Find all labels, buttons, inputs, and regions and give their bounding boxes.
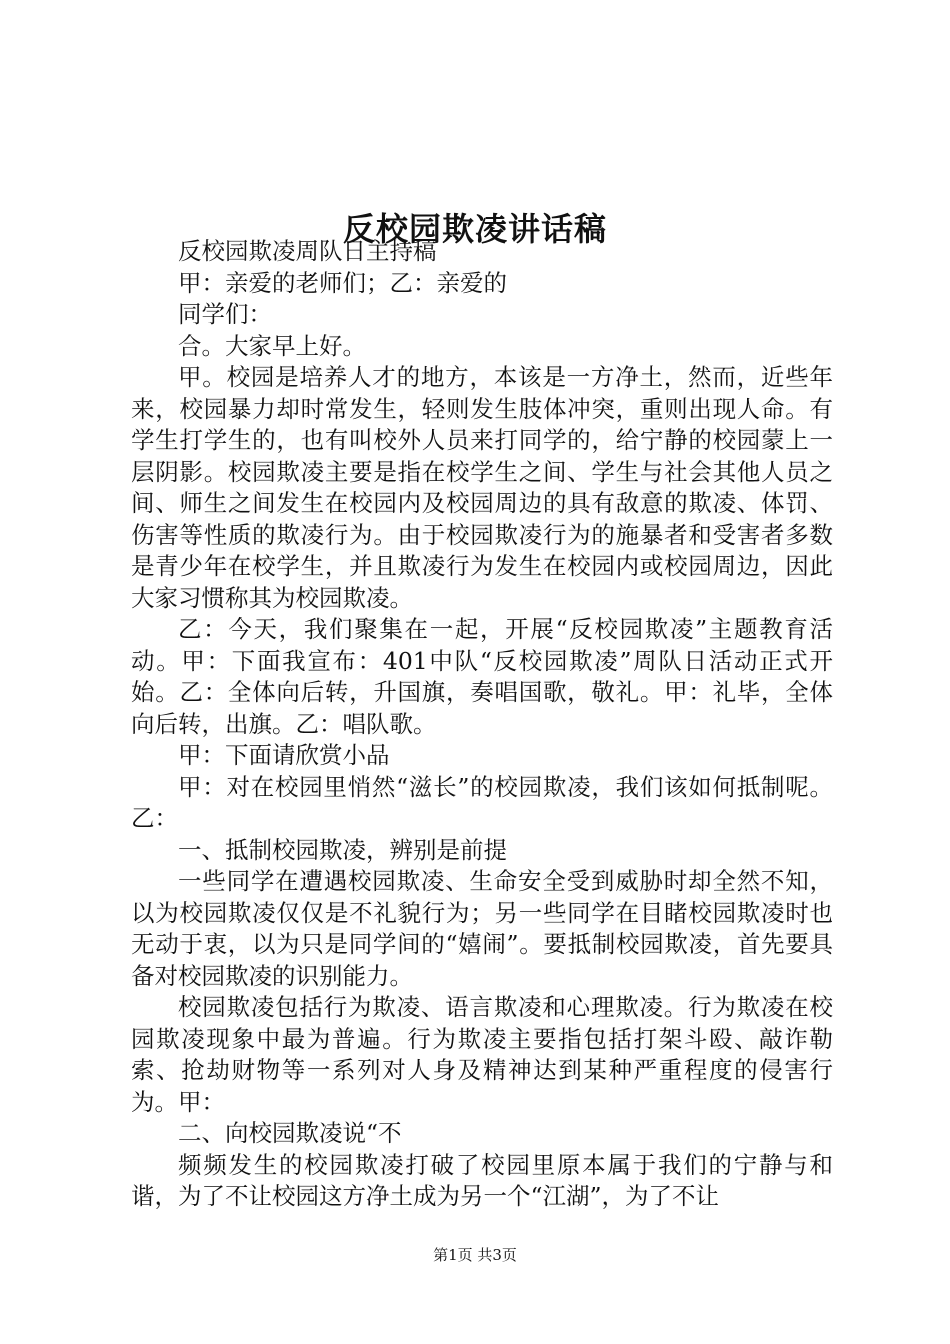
paragraph: 一些同学在遭遇校园欺凌、生命安全受到威胁时却全然不知，以为校园欺凌仅仅是不礼貌行为；另一些同学在目睹校园欺凌时也无动于衷，以为只是同学间的“嬉闹”。要抵制校园欺凌，首先要具备对校园欺凌的识别能力。 <box>131 867 833 990</box>
paragraph: 甲：亲爱的老师们；乙：亲爱的 <box>178 268 507 297</box>
document-body <box>131 236 833 1213</box>
paragraph: 反校园欺凌周队日主持稿 <box>178 237 437 265</box>
section-heading: 一、抵制校园欺凌，辨别是前提 <box>178 835 507 864</box>
paragraph: 同学们： <box>178 300 272 328</box>
page-footer: 第1页 共3页 <box>433 1246 517 1264</box>
paragraph: 甲。校园是培养人才的地方，本该是一方净土，然而，近些年来，校园暴力却时常发生，轻则发生肢体冲突，重则出现人命。有学生打学生的，也有叫校外人员来打同学的，给宁静的校园蒙上一层阴影。校园欺凌主要是指在校学生之间、学生与社会其他人员之间、师生之间发生在校园内及校园周边的具有敌意的欺凌、体罚、伤害等性质的欺凌行为。由于校园欺凌行为的施暴者和受害者多数是青少年在校学生，并且欺凌行为发生在校园内或校园周边，因此大家习惯称其为校园欺凌。 <box>131 363 833 612</box>
paragraph: 乙：今天，我们聚集在一起，开展“反校园欺凌”主题教育活动。甲：下面我宣布：401中队“反校园欺凌”周队日活动正式开始。乙：全体向后转，升国旗，奏唱国歌，敬礼。甲：礼毕，全体向后转，出旗。乙：唱队歌。 <box>131 615 833 738</box>
paragraph: 甲：下面请欣赏小品 <box>178 741 390 769</box>
paragraph: 校园欺凌包括行为欺凌、语言欺凌和心理欺凌。行为欺凌在校园欺凌现象中最为普遍。行为欺凌主要指包括打架斗殴、敲诈勒索、抢劫财物等一系列对人身及精神达到某种严重程度的侵害行为。甲： <box>131 993 833 1116</box>
section-heading: 二、向校园欺凌说“不 <box>178 1119 402 1147</box>
paragraph: 频频发生的校园欺凌打破了校园里原本属于我们的宁静与和谐，为了不让校园这方净土成为另一个“江湖”，为了不让 <box>131 1150 833 1210</box>
paragraph: 甲：对在校园里悄然“滋长”的校园欺凌，我们该如何抵制呢。乙： <box>131 772 833 832</box>
paragraph: 合。大家早上好。 <box>178 331 366 360</box>
page-title: 反校园欺凌讲话稿 <box>342 210 607 249</box>
